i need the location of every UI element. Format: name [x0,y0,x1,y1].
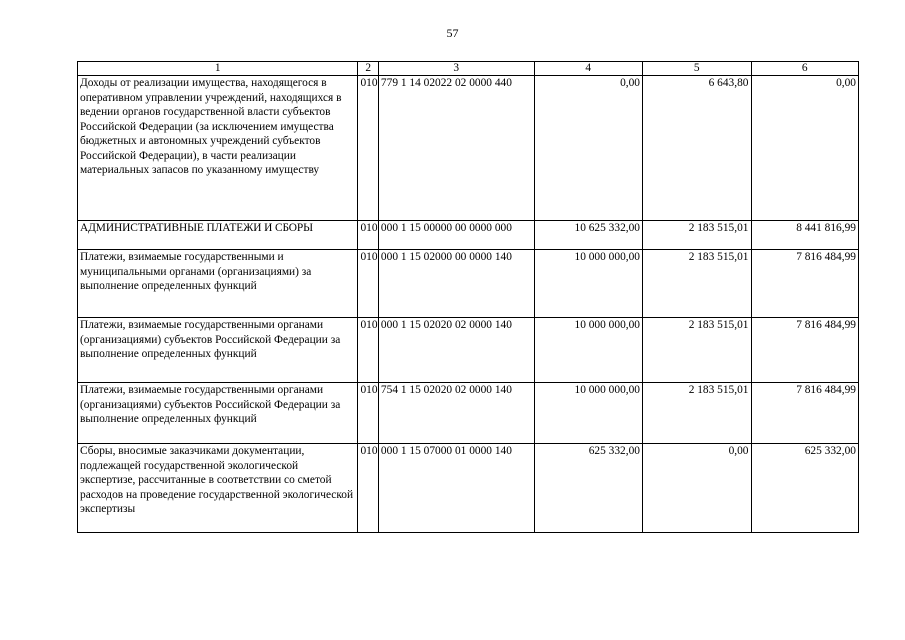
row-col2: 010 [358,221,378,250]
row-value-4: 625 332,00 [534,444,643,533]
row-code: 779 1 14 02022 02 0000 440 [378,76,534,221]
row-code: 000 1 15 02000 00 0000 140 [378,250,534,318]
row-value-6: 7 816 484,99 [751,383,859,444]
row-value-6: 7 816 484,99 [751,318,859,383]
row-value-4: 10 000 000,00 [534,383,643,444]
row-value-4: 10 000 000,00 [534,318,643,383]
row-code: 000 1 15 07000 01 0000 140 [378,444,534,533]
header-col-3: 3 [378,62,534,76]
header-col-1: 1 [78,62,358,76]
row-value-5: 2 183 515,01 [643,318,752,383]
row-name: Доходы от реализации имущества, находящегося в оперативном управлении учреждений, находящихся в ведении органов государственной власти субъектов Российской Федерации (за исключением имущества бюджетных и автономных учреждений субъектов Российской Федерации), в части реализации материальных запасов по указанному имуществу [78,76,358,221]
row-value-5: 2 183 515,01 [643,383,752,444]
table-row [78,318,859,383]
row-name: Платежи, взимаемые государственными органами (организациями) субъектов Российской Федерации за выполнение определенных функций [78,383,358,444]
row-code: 000 1 15 02020 02 0000 140 [378,318,534,383]
row-value-5: 0,00 [643,444,752,533]
row-col2: 010 [358,383,378,444]
row-value-6: 0,00 [751,76,859,221]
row-value-6: 7 816 484,99 [751,250,859,318]
header-col-4: 4 [534,62,643,76]
row-col2: 010 [358,250,378,318]
table-row [78,250,859,318]
row-value-4: 0,00 [534,76,643,221]
header-col-6: 6 [751,62,859,76]
row-value-4: 10 000 000,00 [534,250,643,318]
row-value-5: 6 643,80 [643,76,752,221]
row-value-6: 625 332,00 [751,444,859,533]
budget-table [77,61,859,533]
table-row [78,221,859,250]
row-name: Платежи, взимаемые государственными и муниципальными органами (организациями) за выполнение определенных функций [78,250,358,318]
row-name: АДМИНИСТРАТИВНЫЕ ПЛАТЕЖИ И СБОРЫ [78,221,358,250]
row-name: Сборы, вносимые заказчиками документации, подлежащей государственной экологической экспертизе, рассчитанные в соответствии со сметой расходов на проведение государственной экологической экспертизы [78,444,358,533]
row-value-5: 2 183 515,01 [643,221,752,250]
row-col2: 010 [358,76,378,221]
header-row [78,62,859,76]
row-value-6: 8 441 816,99 [751,221,859,250]
row-col2: 010 [358,444,378,533]
row-value-5: 2 183 515,01 [643,250,752,318]
row-code: 754 1 15 02020 02 0000 140 [378,383,534,444]
table-row [78,383,859,444]
table-row [78,444,859,533]
header-col-5: 5 [643,62,752,76]
row-col2: 010 [358,318,378,383]
row-value-4: 10 625 332,00 [534,221,643,250]
table-row [78,76,859,221]
page-number: 57 [446,26,459,40]
row-name: Платежи, взимаемые государственными органами (организациями) субъектов Российской Федерации за выполнение определенных функций [78,318,358,383]
row-code: 000 1 15 00000 00 0000 000 [378,221,534,250]
header-col-2: 2 [358,62,378,76]
